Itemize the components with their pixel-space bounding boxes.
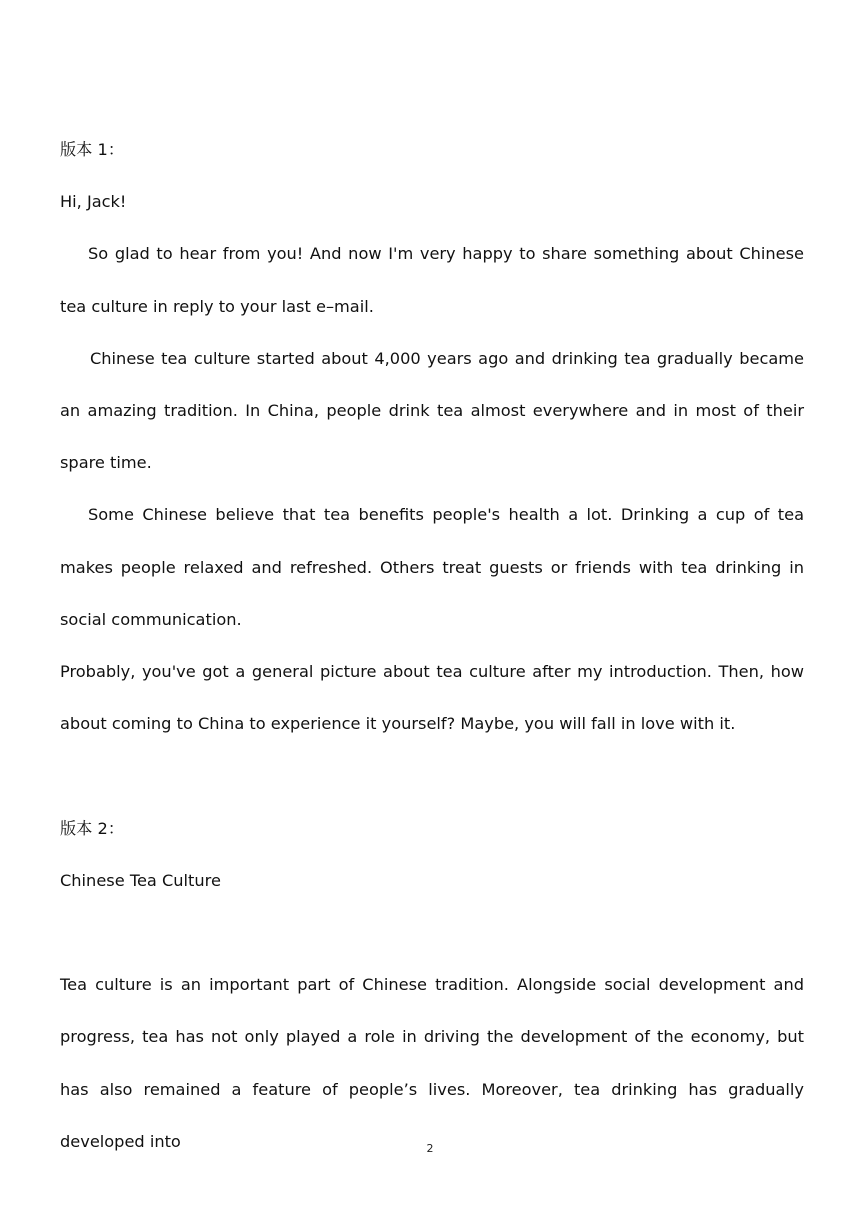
spacer [60,750,804,802]
v2-essay-title: Chinese Tea Culture [60,870,221,890]
v1-paragraph-1: So glad to hear from you! And now I'm very happy to share something about Chinese tea culture in reply to your last e–mail. [60,244,804,316]
v1-paragraph-2: Chinese tea culture started about 4,000 years ago and drinking tea gradually became an amazing tradition. In China, people drink tea almost everywhere and in most of their spare time. [60,348,804,473]
document-body [60,124,804,1168]
v1-paragraph-3: Some Chinese believe that tea benefits people's health a lot. Drinking a cup of tea makes people relaxed and refreshed. Others treat guests or friends with tea drinking in social communication. [60,505,804,629]
v2-paragraph-1: Tea culture is an important part of Chinese tradition. Alongside social development and progress, tea has not only played a role in driving the development of the economy, but has also remained a feature of people’s lives. Moreover, tea drinking has gradually developed into [60,975,804,1151]
spacer [60,907,804,959]
version2-heading: 版本 2： [60,818,125,838]
email-greeting: Hi, Jack! [60,192,127,212]
v1-paragraph-4: Probably, you've got a general picture about tea culture after my introduction. Then, how about coming to China to experience it yourself? Maybe, you will fall in love with it. [60,662,804,734]
page-number: 2 [426,1142,434,1155]
version1-heading: 版本 1： [60,140,125,159]
